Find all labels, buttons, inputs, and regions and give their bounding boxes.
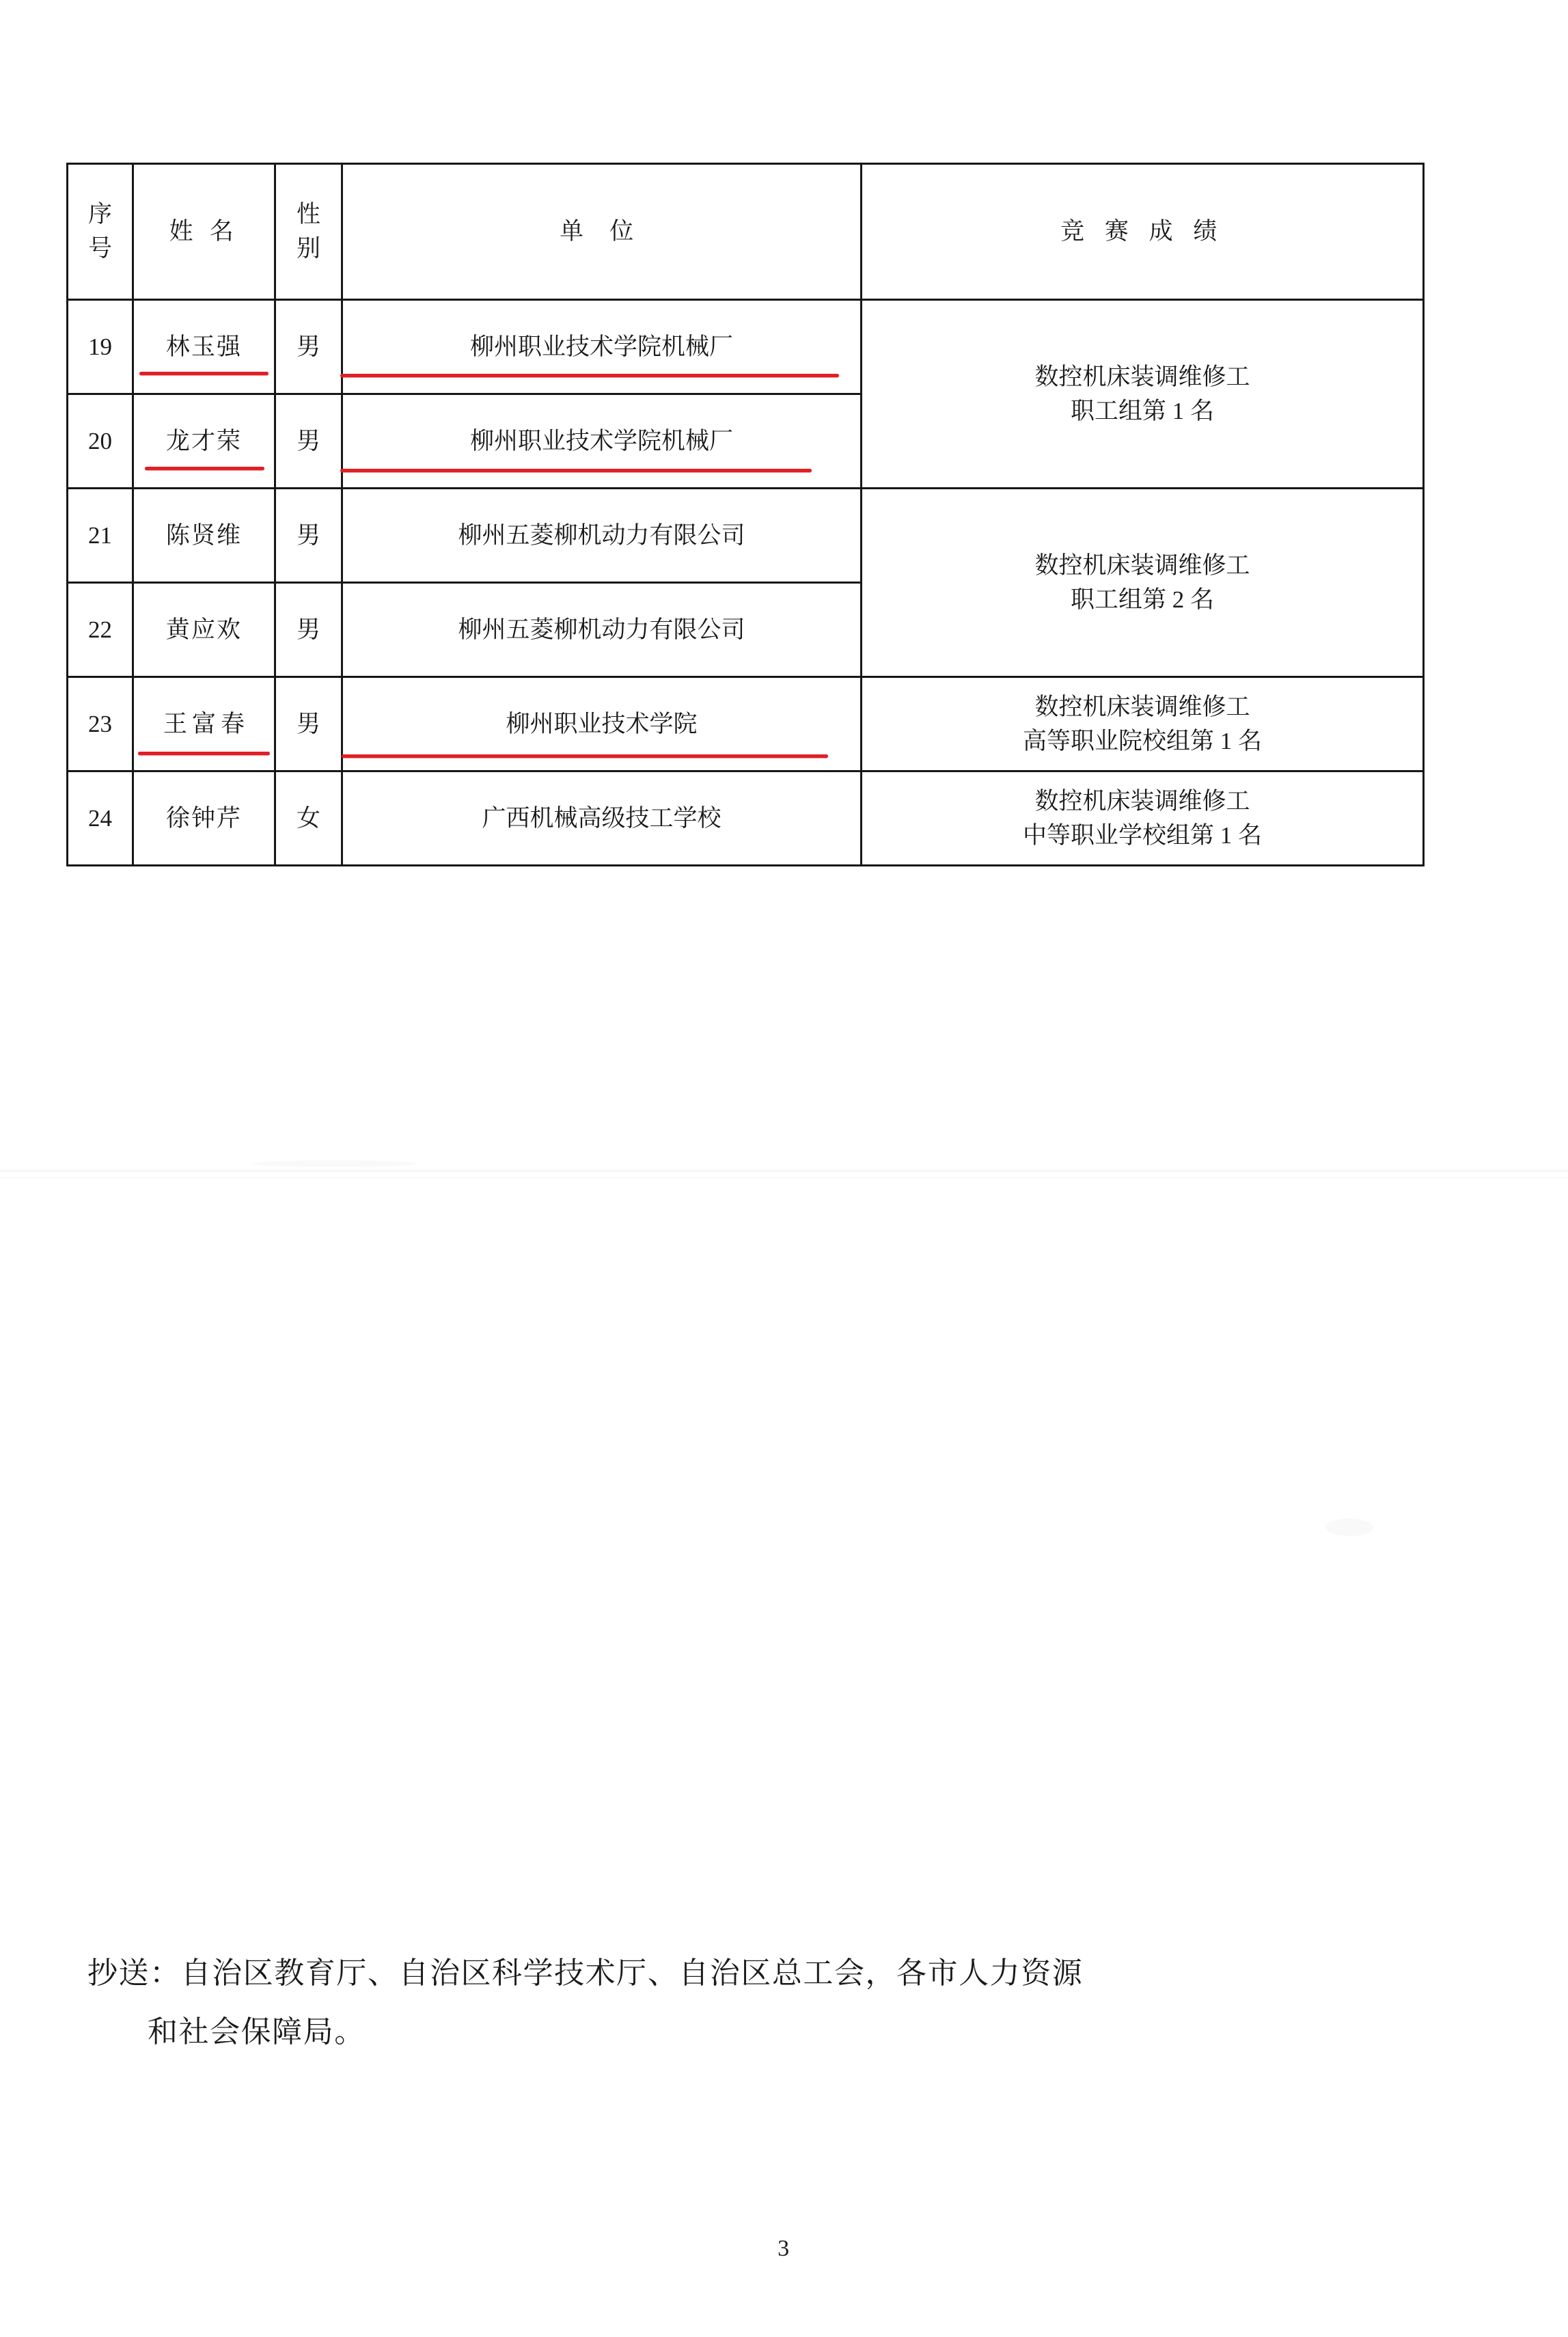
cell-result-line2: 中等职业学校组第 1 名 — [1022, 821, 1262, 849]
scan-artifact-band — [0, 1170, 1568, 1172]
cell-unit: 广西机械高级技工学校 — [342, 771, 862, 866]
cc-note-line1: 抄送：自治区教育厅、自治区科学技术厅、自治区总工会，各市人力资源 — [87, 1956, 1084, 1990]
cc-note-line2: 和社会保障局。 — [148, 2014, 366, 2049]
cell-no: 20 — [68, 394, 133, 489]
cell-sex: 女 — [275, 771, 342, 866]
cell-result-line1: 数控机床装调维修工 — [1034, 693, 1250, 720]
winners-table-container — [66, 163, 1422, 866]
column-header-sex-line1: 性 — [296, 201, 320, 228]
cell-result-line1: 数控机床装调维修工 — [1034, 551, 1250, 579]
cell-no: 22 — [68, 583, 133, 677]
cc-distribution-note — [87, 1944, 1447, 2062]
cell-result-line1: 数控机床装调维修工 — [1034, 363, 1250, 390]
cell-unit: 柳州五菱柳机动力有限公司 — [342, 583, 862, 677]
cell-name-text: 王富春 — [163, 710, 249, 737]
column-header-unit: 单 位 — [342, 164, 862, 300]
cell-result — [862, 771, 1424, 866]
column-header-sex-line2: 别 — [296, 235, 320, 262]
cell-no: 19 — [68, 300, 133, 394]
table-row — [68, 771, 1424, 866]
table-row — [68, 489, 1424, 583]
cell-name — [133, 394, 275, 489]
cell-result-line1: 数控机床装调维修工 — [1034, 787, 1250, 815]
column-header-no — [68, 164, 133, 300]
cell-no: 23 — [68, 677, 133, 771]
column-header-no-line1: 序 — [87, 201, 112, 228]
paper-smudge — [1325, 1518, 1373, 1536]
cell-sex: 男 — [275, 677, 342, 771]
red-underline-annotation — [340, 469, 812, 472]
cell-result — [862, 677, 1424, 771]
cell-result — [862, 300, 1424, 489]
column-header-no-line2: 号 — [87, 235, 112, 262]
cell-unit — [342, 300, 862, 394]
red-underline-annotation — [340, 374, 839, 377]
column-header-name: 姓 名 — [133, 164, 275, 300]
paper-smudge — [253, 1160, 417, 1167]
cell-unit-text: 柳州职业技术学院 — [506, 710, 698, 737]
cell-unit-text: 柳州职业技术学院机械厂 — [469, 333, 733, 360]
scan-artifact-band — [0, 1177, 1568, 1178]
cell-name: 黄应欢 — [133, 583, 275, 677]
cell-sex: 男 — [275, 300, 342, 394]
table-row — [68, 300, 1424, 394]
cell-sex: 男 — [275, 394, 342, 489]
cell-sex: 男 — [275, 489, 342, 583]
table-row — [68, 677, 1424, 771]
cell-result-line2: 职工组第 2 名 — [1070, 586, 1214, 613]
cell-no: 24 — [68, 771, 133, 866]
red-underline-annotation — [139, 372, 269, 375]
cell-sex: 男 — [275, 583, 342, 677]
cell-no: 21 — [68, 489, 133, 583]
cell-unit — [342, 394, 862, 489]
winners-table — [66, 163, 1425, 866]
red-underline-annotation — [145, 467, 264, 470]
cell-name: 陈贤维 — [133, 489, 275, 583]
cell-name — [133, 677, 275, 771]
cell-name — [133, 300, 275, 394]
cell-result — [862, 489, 1424, 677]
cell-name: 徐钟芹 — [133, 771, 275, 866]
table-header-row — [68, 164, 1424, 300]
cell-name-text: 龙才荣 — [165, 427, 243, 454]
column-header-sex — [275, 164, 342, 300]
cell-name-text: 林玉强 — [165, 333, 243, 360]
cell-unit — [342, 677, 862, 771]
cell-unit-text: 柳州职业技术学院机械厂 — [469, 427, 733, 454]
red-underline-annotation — [138, 752, 270, 755]
page-number: 3 — [778, 2236, 790, 2261]
red-underline-annotation — [342, 754, 828, 758]
cell-result-line2: 职工组第 1 名 — [1070, 397, 1214, 424]
cell-result-line2: 高等职业院校组第 1 名 — [1022, 727, 1262, 754]
cell-unit: 柳州五菱柳机动力有限公司 — [342, 489, 862, 583]
column-header-result: 竞 赛 成 绩 — [862, 164, 1424, 300]
